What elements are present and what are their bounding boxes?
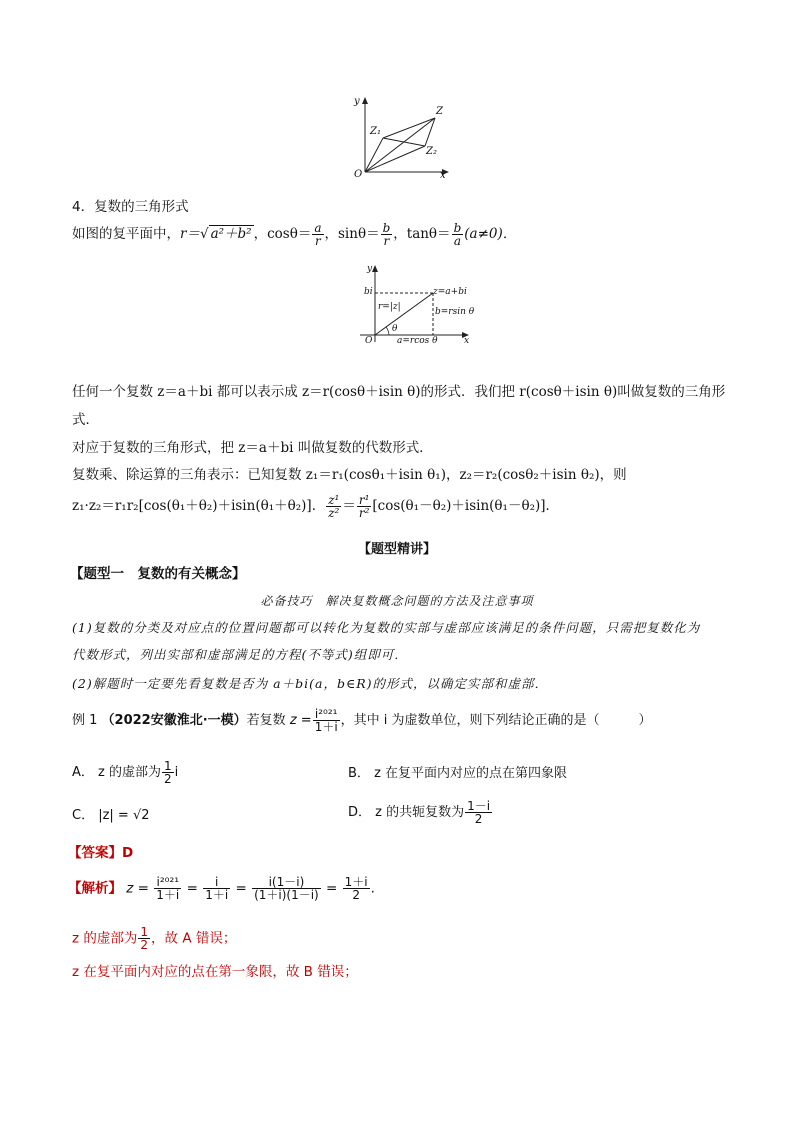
fig2-origin-label: O xyxy=(365,336,373,346)
fig1-z-label: Z xyxy=(436,106,443,117)
p4-mid: ＝ xyxy=(342,498,356,514)
option-d-label: D． xyxy=(348,805,372,820)
body-p4 xyxy=(72,494,559,519)
option-d[interactable] xyxy=(348,800,493,825)
p4-frac-r xyxy=(357,494,372,519)
option-a-tail: i xyxy=(174,765,179,780)
intro-line: 如图的复平面中，r＝√ a²＋b² ，cosθ＝ $\frac{a}{r}$ ，sinθ＝ $\frac{b}{r}$ ，tanθ＝ $\frac{b}{a}$ (a≠0)． xyxy=(72,221,517,248)
example-num: i²⁰²¹ xyxy=(313,708,340,721)
example-question xyxy=(72,708,652,733)
analysis-frac4 xyxy=(343,876,370,901)
analysis-frac3 xyxy=(252,876,321,901)
analysis-end: . xyxy=(370,880,375,897)
tan-num: b xyxy=(453,221,462,235)
sin-lhs: ，sinθ＝ xyxy=(324,226,380,242)
section-title: 4．复数的三角形式 xyxy=(72,199,189,215)
fig1-origin-label: O xyxy=(354,169,363,180)
example-den: 1＋i xyxy=(314,720,338,734)
answer-label: 【答案】 xyxy=(68,845,122,861)
analysis-z: z = xyxy=(126,880,149,897)
analysis-line1 xyxy=(68,876,375,901)
cos-den: r xyxy=(315,234,321,248)
fig2-b-label: b=rsin θ xyxy=(435,307,475,317)
analysis-f2-num: i xyxy=(203,876,230,889)
analysis-l2-den: 2 xyxy=(140,938,149,952)
body-p3: 复数乘、除运算的三角表示：已知复数 z₁＝r₁(cosθ₁＋isin θ₁)，z₂＝r₂(cosθ₂＋isin θ₂)，则 xyxy=(72,467,627,483)
analysis-line3: z 在复平面内对应的点在第一象限，故 B 错误； xyxy=(72,964,358,980)
answer xyxy=(68,841,133,861)
body-p1b: 式． xyxy=(72,412,99,428)
option-a[interactable] xyxy=(72,760,178,785)
example-prefix: 若复数 xyxy=(246,713,286,728)
sin-den: r xyxy=(383,234,390,248)
example-z: z = xyxy=(289,713,312,728)
option-a-label: A． xyxy=(72,765,94,780)
analysis-frac2 xyxy=(203,876,230,901)
sin-num: b xyxy=(382,221,391,235)
fig2-bi-label: bi xyxy=(364,287,373,297)
skill-title: 必备技巧 解决复数概念问题的方法及注意事项 xyxy=(260,594,534,608)
tan-lhs: ，tanθ＝ xyxy=(393,226,451,242)
analysis-eq1: = xyxy=(186,880,198,897)
analysis-f3-den: (1＋i)(1－i) xyxy=(254,888,319,902)
body-p2: 对应于复数的三角形式，把 z＝a＋bi 叫做复数的代数形式． xyxy=(72,440,433,456)
fig1-z1-label: Z₁ xyxy=(370,126,381,137)
intro-prefix: 如图的复平面中， xyxy=(72,226,180,242)
option-a-den: 2 xyxy=(164,772,172,786)
analysis-line2 xyxy=(72,926,236,951)
fig2-y-label: y xyxy=(367,264,373,274)
option-a-num: 1 xyxy=(164,759,172,773)
option-a-text: z 的虚部为 xyxy=(98,765,162,780)
option-d-den: 2 xyxy=(474,812,483,826)
analysis-l2-tail: ，故 A 错误； xyxy=(151,930,237,947)
option-b-text: z 在复平面内对应的点在第四象限 xyxy=(374,766,568,781)
analysis-f1-den: 1＋i xyxy=(156,888,180,902)
fig2-z-label: z=a+bi xyxy=(433,287,467,297)
example-suffix: ，其中 i 为虚数单位，则下列结论正确的是（ ） xyxy=(340,713,652,728)
p4-den1: z² xyxy=(328,506,340,520)
analysis-label: 【解析】 xyxy=(68,880,122,897)
analysis-eq3: = xyxy=(326,880,338,897)
option-d-frac xyxy=(465,800,492,825)
option-c-text: |z| = √2 xyxy=(98,808,150,823)
section-jingjiang: 【题型精讲】 xyxy=(357,542,436,557)
cos-frac xyxy=(312,222,323,247)
skill1: (1)复数的分类及对应点的位置问题都可以转化为复数的实部与虚部应该满足的条件问题，只需把复数化为 xyxy=(72,620,701,635)
fig1-z2-label: Z₂ xyxy=(426,146,437,157)
analysis-l2-text: z 的虚部为 xyxy=(72,930,138,947)
example-source: （2022安徽淮北·一模） xyxy=(101,713,247,728)
p4-num1: z¹ xyxy=(328,493,340,507)
fig1-x-label: x xyxy=(440,170,446,181)
fig1-y-label: y xyxy=(354,96,360,107)
tan-den: a xyxy=(453,234,461,248)
analysis-f2-den: 1＋i xyxy=(205,888,229,902)
fig2-theta-label: θ xyxy=(392,324,398,334)
answer-value: D xyxy=(122,845,134,861)
p4-product: z₁·z₂＝r₁r₂[cos(θ₁＋θ₂)＋isin(θ₁＋θ₂)]． xyxy=(72,498,326,514)
body-p1: 任何一个复数 z＝a＋bi 都可以表示成 z＝r(cosθ＋isin θ)的形式．我们把 r(cosθ＋isin θ)叫做复数的三角形 xyxy=(72,384,726,400)
example-label: 例 1 xyxy=(72,713,98,728)
p4-frac-z xyxy=(326,494,341,519)
analysis-f1-num: i²⁰²¹ xyxy=(154,876,181,889)
p4-num2: r¹ xyxy=(358,493,370,507)
r-sqrt: a²＋b² xyxy=(210,226,252,242)
analysis-f3-num: i(1－i) xyxy=(252,876,321,889)
sin-frac xyxy=(381,222,393,247)
r-lhs: r＝ xyxy=(180,226,200,242)
option-c[interactable] xyxy=(72,804,150,823)
fig2-x-label: x xyxy=(464,336,470,346)
option-b[interactable] xyxy=(348,762,567,781)
skill1b: 代数形式，列出实部和虚部满足的方程(不等式)组即可． xyxy=(72,647,408,662)
tan-frac xyxy=(452,222,464,247)
p4-quotient: [cos(θ₁－θ₂)＋isin(θ₁－θ₂)]． xyxy=(372,498,560,514)
analysis-frac1 xyxy=(154,876,181,901)
fig2-a-label: a=rcos θ xyxy=(397,336,438,346)
option-b-label: B． xyxy=(348,766,370,781)
analysis-f4-num: 1＋i xyxy=(344,875,368,889)
option-c-label: C． xyxy=(72,808,95,823)
option-d-text: z 的共轭复数为 xyxy=(375,805,465,820)
analysis-l2-frac xyxy=(138,926,150,951)
skill2: (2)解题时一定要先看复数是否为 a＋bi(a，b∈R)的形式，以确定实部和虚部． xyxy=(72,676,549,691)
fig2-r-label: r=|z| xyxy=(378,302,401,312)
p4-den2: r² xyxy=(358,506,370,520)
type1-heading: 【题型一 复数的有关概念】 xyxy=(70,566,246,582)
tan-cond: (a≠0)． xyxy=(464,226,517,242)
option-d-num: 1－i xyxy=(467,799,491,813)
analysis-eq2: = xyxy=(235,880,247,897)
analysis-f4-den: 2 xyxy=(352,888,360,902)
analysis-l2-num: 1 xyxy=(140,925,149,939)
example-frac xyxy=(313,708,340,733)
option-a-frac xyxy=(162,760,174,785)
cos-num: a xyxy=(314,221,322,235)
cos-lhs: ，cosθ＝ xyxy=(253,226,312,242)
